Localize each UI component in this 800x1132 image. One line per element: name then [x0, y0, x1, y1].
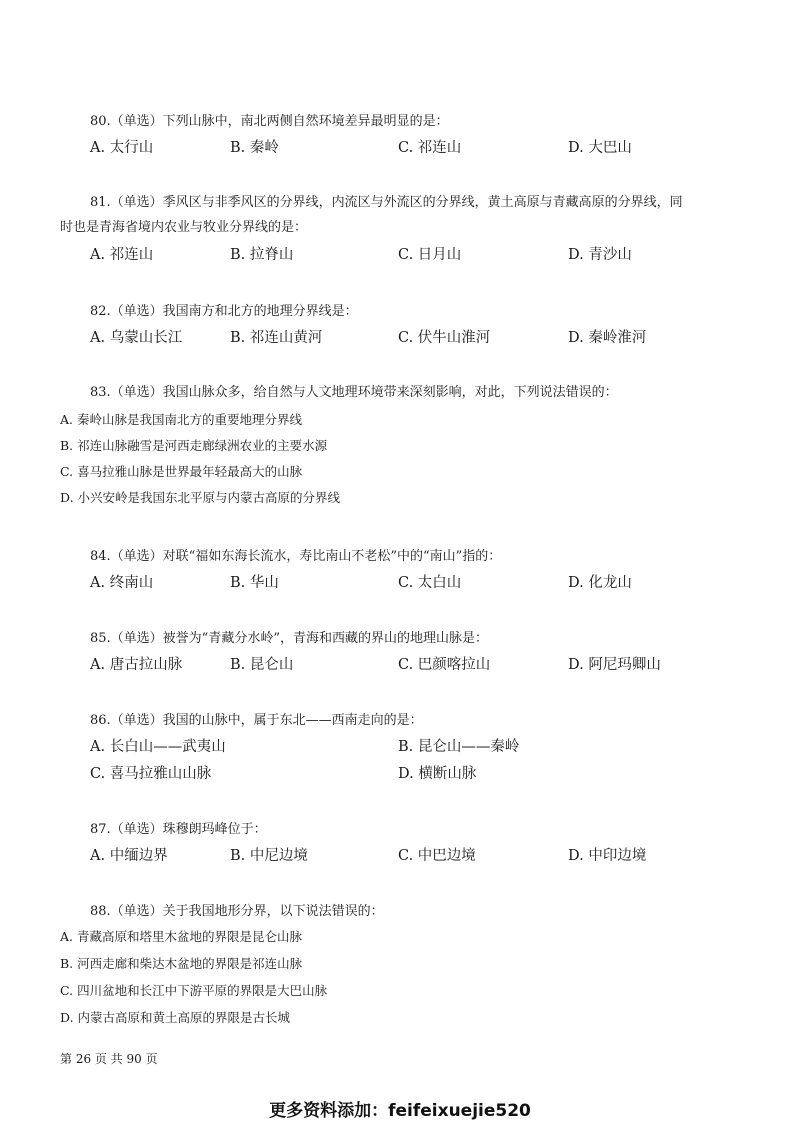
question-stem: 85.（单选）被誉为“青藏分水岭”，青海和西藏的界山的地理山脉是：: [90, 631, 488, 646]
question-stem-continued: 时也是青海省境内农业与牧业分界线的是：: [60, 220, 308, 235]
option-a: A. 唐古拉山脉: [90, 657, 183, 673]
option-a: A. 祁连山: [90, 247, 154, 263]
option-a: A. 青藏高原和塔里木盆地的界限是昆仑山脉: [60, 929, 302, 944]
question-stem: 88.（单选）关于我国地形分界，以下说法错误的：: [90, 904, 384, 919]
option-d: D. 阿尼玛卿山: [568, 657, 661, 673]
option-d: D. 横断山脉: [398, 766, 477, 782]
question-stem: 81.（单选）季风区与非季风区的分界线，内流区与外流区的分界线，黄土高原与青藏高原的分界线，同: [90, 195, 683, 210]
option-a: A. 秦岭山脉是我国南北方的重要地理分界线: [60, 412, 302, 427]
question-stem: 83.（单选）我国山脉众多，给自然与人文地理环境带来深刻影响，对此，下列说法错误的：: [90, 385, 618, 400]
option-d: D. 秦岭淮河: [568, 330, 647, 346]
option-c: C. 喜马拉雅山脉是世界最年轻最高大的山脉: [60, 464, 303, 479]
option-c: C. 日月山: [398, 247, 462, 263]
option-b: B. 昆仑山: [230, 657, 294, 673]
option-b: B. 中尼边境: [230, 848, 308, 864]
option-c: C. 巴颜喀拉山: [398, 657, 491, 673]
question-stem: 80.（单选）下列山脉中，南北两侧自然环境差异最明显的是：: [90, 114, 449, 129]
option-b: B. 祁连山脉融雪是河西走廊绿洲农业的主要水源: [60, 438, 328, 453]
option-b: B. 河西走廊和柴达木盆地的界限是祁连山脉: [60, 956, 303, 971]
question-stem: 82.（单选）我国南方和北方的地理分界线是：: [90, 304, 358, 319]
page-number: 第 26 页 共 90 页: [60, 1052, 158, 1066]
option-a: A. 中缅边界: [90, 848, 168, 864]
option-d: D. 大巴山: [568, 140, 632, 156]
promo-text: 更多资料添加：feifeixuejie520: [269, 1101, 531, 1121]
option-c: C. 伏牛山淮河: [398, 330, 491, 346]
option-d: D. 小兴安岭是我国东北平原与内蒙古高原的分界线: [60, 490, 341, 505]
option-c: C. 太白山: [398, 575, 462, 591]
option-c: C. 四川盆地和长江中下游平原的界限是大巴山脉: [60, 983, 328, 998]
option-d: D. 青沙山: [568, 247, 632, 263]
option-c: C. 中巴边境: [398, 848, 476, 864]
question-stem: 86.（单选）我国的山脉中，属于东北——西南走向的是：: [90, 713, 423, 728]
option-b: B. 祁连山黄河: [230, 330, 323, 346]
option-b: B. 华山: [230, 575, 279, 591]
option-a: A. 太行山: [90, 140, 154, 156]
option-d: D. 中印边境: [568, 848, 647, 864]
option-a: A. 终南山: [90, 575, 154, 591]
option-b: B. 拉脊山: [230, 247, 294, 263]
option-a: A. 长白山——武夷山: [90, 739, 226, 755]
option-b: B. 昆仑山——秦岭: [398, 739, 520, 755]
option-d: D. 内蒙古高原和黄土高原的界限是古长城: [60, 1010, 291, 1025]
question-stem: 84.（单选）对联“福如东海长流水，寿比南山不老松”中的“南山”指的：: [90, 549, 502, 564]
option-c: C. 祁连山: [398, 140, 462, 156]
question-stem: 87.（单选）珠穆朗玛峰位于：: [90, 822, 267, 837]
option-b: B. 秦岭: [230, 140, 279, 156]
option-a: A. 乌蒙山长江: [90, 330, 183, 346]
option-d: D. 化龙山: [568, 575, 632, 591]
option-c: C. 喜马拉雅山山脉: [90, 766, 212, 782]
